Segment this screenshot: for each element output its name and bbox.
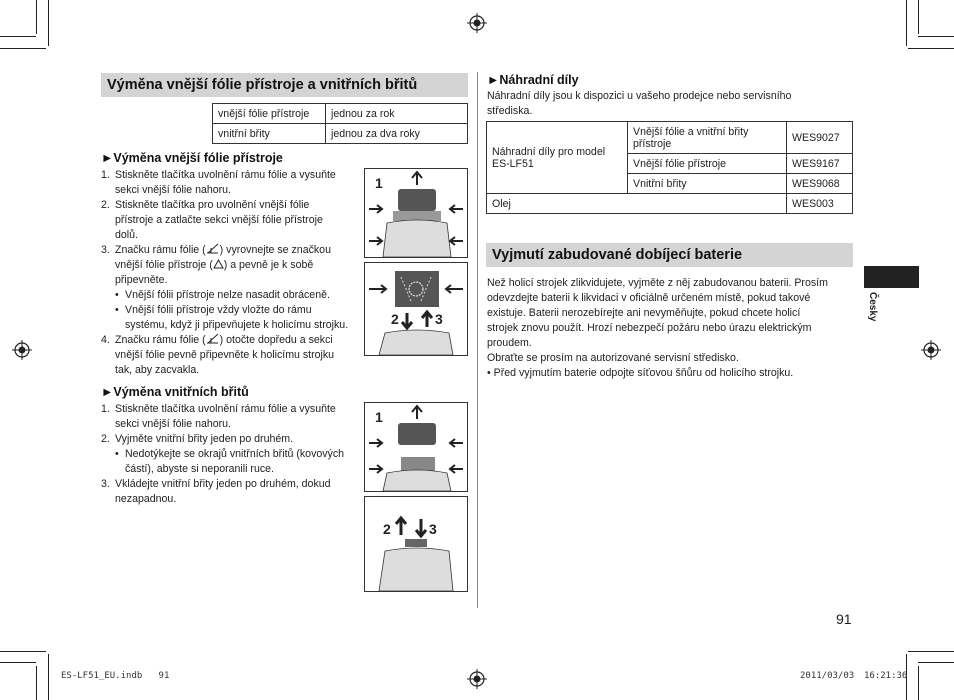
bullet: •	[115, 448, 119, 460]
table-cell: jednou za dva roky	[326, 124, 468, 144]
text-line: sekci vnější fólie nahoru.	[115, 184, 232, 196]
crop-mark	[48, 0, 49, 46]
frame-mark-icon	[206, 333, 220, 344]
step-number: 4.	[101, 334, 110, 346]
text-run: Značku rámu fólie (	[115, 334, 206, 346]
text-line: připevněte.	[115, 274, 168, 286]
spare-parts-intro	[487, 89, 847, 119]
text-line	[115, 243, 361, 258]
footer-date: 2011/03/03	[800, 671, 855, 681]
footer-time: 16:21:36	[864, 671, 908, 681]
table-row	[487, 122, 853, 154]
step-number: 3.	[101, 478, 110, 490]
language-label: Česky	[867, 292, 878, 322]
foil-instructions	[101, 168, 361, 378]
list-item	[487, 366, 853, 381]
text-line: přístroje	[633, 137, 672, 150]
crop-mark	[48, 654, 49, 700]
footer-file: ES-LF51_EU.indb 91	[61, 671, 170, 681]
text-line	[115, 333, 361, 348]
text-line: Stiskněte tlačítka uvolnění rámu fólie a vysuňte	[115, 169, 336, 181]
text-line: ES-LF51	[492, 157, 534, 170]
table-cell	[628, 122, 787, 154]
text-run: ) vyrovnejte se značkou	[219, 244, 331, 256]
table-cell: jednou za rok	[326, 104, 468, 124]
text-line: dolů.	[115, 229, 138, 241]
text-line: systému, když ji připevňujete k holicímu strojku.	[125, 319, 349, 331]
text-run: vnější fólie přístroje (	[115, 259, 213, 271]
text-line: existuje. Baterii nerozebírejte ani nevyměňujte, pokud chcete holicí	[487, 307, 801, 319]
text-line: tak, aby zacvakla.	[115, 364, 200, 376]
page-number: 91	[836, 611, 852, 627]
bullet: •	[487, 367, 491, 379]
crop-mark	[0, 36, 36, 37]
step-number: 1.	[101, 169, 110, 181]
table-row	[487, 194, 853, 214]
crop-mark	[0, 48, 46, 49]
table-cell: Olej	[487, 194, 787, 214]
illustration-blades-step1	[364, 402, 468, 492]
text-line: Vyjměte vnitřní břity jeden po druhém.	[115, 433, 294, 445]
section-title-battery: Vyjmutí zabudované dobíjecí baterie	[486, 243, 853, 267]
registration-mark-icon	[12, 340, 32, 360]
crop-mark	[906, 0, 907, 46]
text-line: strojek znovu použít. Hrozí nebezpečí požáru nebo úrazu elektrickým	[487, 322, 812, 334]
text-line: vnější fólie pevně připevněte k holicímu strojku	[115, 349, 335, 361]
list-item	[101, 288, 361, 303]
shaver-head-lift-icon	[365, 403, 467, 491]
step-number: 1.	[101, 403, 110, 415]
column-divider	[477, 72, 478, 608]
crop-mark	[908, 48, 954, 49]
text-line: střediska.	[487, 105, 533, 117]
list-item	[101, 477, 361, 507]
text-run: Značku rámu fólie (	[115, 244, 206, 256]
text-run: Před vyjmutím baterie odpojte síťovou šňůru od holicího strojku.	[493, 367, 794, 379]
crop-mark	[918, 662, 954, 663]
table-row	[213, 124, 468, 144]
step-number: 2.	[101, 433, 110, 445]
section-title-replacement: Výměna vnější fólie přístroje a vnitřních břitů	[101, 73, 468, 97]
table-cell: Vnitřní břity	[628, 174, 787, 194]
table-row	[213, 104, 468, 124]
table-cell	[487, 122, 628, 194]
step-number: 2.	[101, 199, 110, 211]
table-cell: WES9027	[787, 122, 853, 154]
crop-mark	[0, 662, 36, 663]
figure-number: 2	[383, 521, 391, 537]
blades-instructions	[101, 402, 361, 507]
text-line: Stiskněte tlačítka pro uvolnění vnější fólie	[115, 199, 310, 211]
figure-number: 3	[429, 521, 437, 537]
language-tab	[864, 266, 919, 288]
blade-insert-icon	[365, 497, 467, 591]
battery-text	[487, 276, 853, 381]
text-line: sekci vnější fólie nahoru.	[115, 418, 232, 430]
text-line: Náhradní díly pro model	[492, 145, 606, 158]
list-item	[101, 303, 361, 333]
triangle-mark-icon	[213, 259, 224, 269]
text-line: Vkládejte vnitřní břity jeden po druhém, dokud	[115, 478, 331, 490]
figure-number: 1	[375, 175, 383, 191]
text-run: ) otočte dopředu a sekci	[219, 334, 333, 346]
frame-mark-icon	[206, 243, 220, 254]
figure-number: 1	[375, 409, 383, 425]
text-line	[115, 258, 361, 273]
subheading-blades: ►Výměna vnitřních břitů	[101, 385, 249, 399]
text-line: Nedotýkejte se okrajů vnitřních břitů (kovových	[125, 448, 345, 460]
crop-mark	[918, 0, 919, 34]
text-line: nezapadnou.	[115, 493, 177, 505]
bullet: •	[115, 289, 119, 301]
crop-mark	[918, 666, 919, 700]
crop-mark	[918, 36, 954, 37]
table-cell: vnitřní břity	[213, 124, 326, 144]
step-number: 3.	[101, 244, 110, 256]
illustration-blades-step2	[364, 496, 468, 592]
crop-mark	[36, 666, 37, 700]
crop-mark	[0, 651, 46, 652]
text-run: ) a pevně je k sobě	[223, 259, 314, 271]
registration-mark-icon	[467, 669, 487, 689]
list-item	[101, 402, 361, 432]
list-item	[101, 432, 361, 447]
list-item	[101, 168, 361, 198]
text-line: Vnější fólii přístroje nelze nasadit obráceně.	[125, 289, 330, 301]
figure-number: 3	[435, 311, 443, 327]
shaver-head-lift-icon	[365, 169, 467, 257]
subheading-spare-parts: ►Náhradní díly	[487, 73, 579, 87]
table-cell: WES9167	[787, 154, 853, 174]
list-item	[101, 243, 361, 288]
text-line: částí), abyste si neporanili ruce.	[125, 463, 274, 475]
text-line: přístroje a zatlačte sekci vnější fólie přístroje	[115, 214, 323, 226]
text-line: Stiskněte tlačítka uvolnění rámu fólie a vysuňte	[115, 403, 336, 415]
text-line: odevzdejte baterii k likvidaci v oficiálně určeném místě, pokud takové	[487, 292, 811, 304]
table-cell: WES9068	[787, 174, 853, 194]
figure-number: 2	[391, 311, 399, 327]
subheading-foil: ►Výměna vnější fólie přístroje	[101, 151, 283, 165]
text-line: Vnější fólii přístroje vždy vložte do rámu	[125, 304, 312, 316]
text-line: proudem.	[487, 337, 532, 349]
text-line: Než holicí strojek zlikvidujete, vyjměte z něj zabudovanou baterii. Prosím	[487, 277, 828, 289]
list-item	[101, 333, 361, 378]
table-cell: WES003	[787, 194, 853, 214]
registration-mark-icon	[921, 340, 941, 360]
text-line: Obraťte se prosím na autorizované servisní středisko.	[487, 352, 739, 364]
foil-attach-icon	[365, 263, 467, 355]
crop-mark	[36, 0, 37, 34]
text-line: Náhradní díly jsou k dispozici u vašeho prodejce nebo servisního	[487, 90, 792, 102]
table-cell: Vnější fólie přístroje	[628, 154, 787, 174]
bullet: •	[115, 304, 119, 316]
illustration-foil-step2	[364, 262, 468, 356]
illustration-foil-step1	[364, 168, 468, 258]
replacement-interval-table	[212, 103, 468, 144]
list-item	[101, 198, 361, 243]
crop-mark	[908, 651, 954, 652]
registration-mark-icon	[467, 13, 487, 33]
table-cell: vnější fólie přístroje	[213, 104, 326, 124]
spare-parts-table	[486, 121, 853, 214]
list-item	[101, 447, 361, 477]
text-line: Vnější fólie a vnitřní břity	[633, 125, 749, 138]
